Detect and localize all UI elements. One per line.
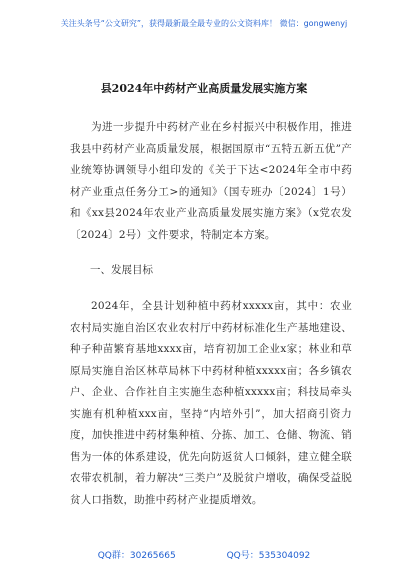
footer-qq-number: QQ号：535304092 [226,551,311,561]
document-title: 县2024年中药材产业高质量发展实施方案 [100,82,308,95]
intro-paragraph [70,117,352,246]
header-banner: 关注头条号“公文研究”，获得最新最全最专业的公文资料库！ 微信：gongwenyj [60,19,348,28]
goal-paragraph [70,296,352,511]
goal-paragraph-text: 2024年，全县计划种植中药材xxxxx亩，其中：农业农村局实施自治区农业农村厅中药材标准化生产基地建设、种子种苗繁育基地xxxx亩，培育初加工企业x家；林业和草原局实施自治区林草局林下中药材种植xxxxx亩；各乡镇农户、企业、合作社自主实施生态种植xxxxx亩；科技局牵头实施有机种植xxx亩，坚持“内培外引”，加大招商引资力度，加快推进中药材集种植、分拣、加工、仓储、物流、销售为一体的体系建设，优先向防返贫人口倾斜，建立健全联农带农机制，着力解决“三类户”及脱贫户增收，确保受益脱贫人口指数，助推中药材产业提质增效。 [70,300,352,506]
intro-paragraph-text: 为进一步提升中药材产业在乡村振兴中积极作用，推进我县中药材产业高质量发展，根据国原市“五特五新五优”产业统筹协调领导小组印发的《关于下达<2024年全市中药材产业重点任务分工>的通知》（国专班办〔2024〕1号）和《xx县2024年农业产业高质量发展实施方案》（x党农发〔2024〕2号）文件要求，特制定本方案。 [70,121,352,241]
footer [0,548,408,561]
footer-qq-group: QQ群：30265665 [97,551,176,561]
section-heading: 一、发展目标 [90,264,153,276]
